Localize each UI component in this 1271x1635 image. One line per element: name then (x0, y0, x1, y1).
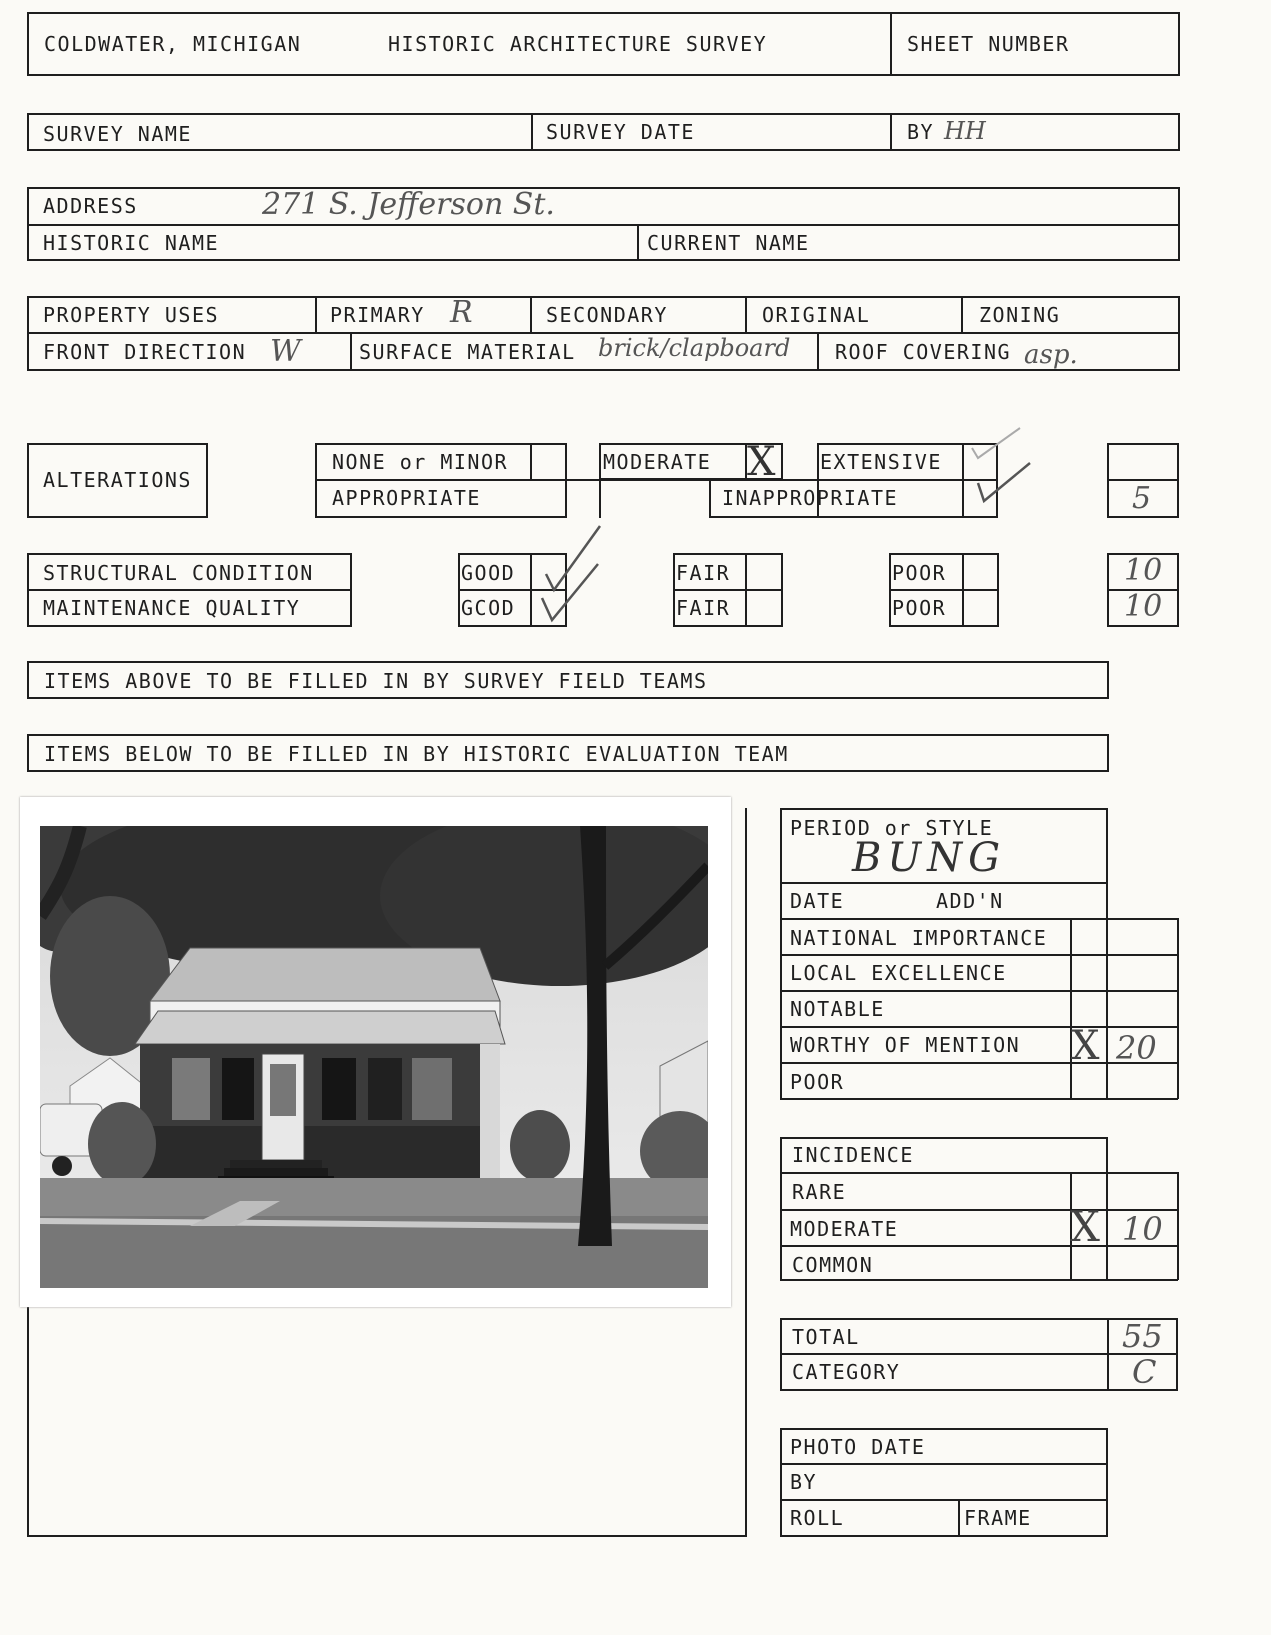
category-label: CATEGORY (792, 1360, 901, 1384)
none-minor-label: NONE or MINOR (332, 450, 509, 474)
good-label-2: GCOD (461, 596, 516, 620)
inappropriate-left (709, 479, 711, 518)
structural-label: STRUCTURAL CONDITION (43, 561, 314, 585)
moderate-mark: X (747, 439, 776, 485)
primary-label: PRIMARY (330, 303, 425, 327)
original-label: ORIGINAL (762, 303, 871, 327)
prop-div-3 (745, 296, 747, 333)
inc-div-2 (1177, 1172, 1179, 1280)
extensive-label: EXTENSIVE (820, 450, 942, 474)
prop-div-4 (961, 296, 963, 333)
structural-score: 10 (1124, 553, 1163, 588)
evaluation-team-notice: ITEMS BELOW TO BE FILLED IN BY HISTORIC EVALUATION TEAM (44, 742, 789, 766)
inappropriate-check-icon (974, 459, 1044, 509)
category-value: C (1132, 1353, 1157, 1391)
prop-div-1 (315, 296, 317, 333)
alterations-label: ALTERATIONS (43, 468, 192, 492)
extensive-check-icon (968, 420, 1028, 450)
inappropriate-bottom (709, 516, 817, 518)
good-label-1: GOOD (461, 561, 516, 585)
surface-material-value: brick/clapboard (598, 334, 791, 362)
poor-label-1: POOR (892, 561, 947, 585)
cond-label-line (27, 589, 352, 591)
primary-value: R (450, 295, 473, 330)
period-line-3 (780, 954, 1178, 956)
national-importance-label: NATIONAL IMPORTANCE (790, 926, 1048, 950)
good-check-div (530, 553, 532, 627)
fair-check-div (745, 553, 747, 627)
alterations-score: 5 (1132, 481, 1152, 516)
local-excellence-label: LOCAL EXCELLENCE (790, 961, 1007, 985)
period-line-2 (780, 918, 1178, 920)
field-teams-notice: ITEMS ABOVE TO BE FILLED IN BY SURVEY FIELD TEAMS (44, 669, 708, 693)
address-label: ADDRESS (43, 194, 138, 218)
period-line-4 (780, 990, 1178, 992)
form-title: HISTORIC ARCHITECTURE SURVEY (388, 32, 768, 56)
prop-div-6 (817, 332, 819, 371)
frame-label: FRAME (964, 1506, 1032, 1530)
total-value: 55 (1122, 1317, 1163, 1355)
period-line-5 (780, 1026, 1178, 1028)
current-name-label: CURRENT NAME (647, 231, 810, 255)
worthy-score: 20 (1116, 1029, 1157, 1067)
inc-line-2 (780, 1209, 1178, 1211)
property-uses-label: PROPERTY USES (43, 303, 220, 327)
poor-check-div (962, 553, 964, 627)
survey-divider-2 (890, 113, 892, 151)
period-line-7 (780, 1098, 1178, 1100)
totals-div (1107, 1318, 1109, 1391)
survey-date-label: SURVEY DATE (546, 120, 695, 144)
extensive-check-div (962, 443, 964, 518)
photo-info-line-1 (780, 1463, 1108, 1465)
total-label: TOTAL (792, 1325, 860, 1349)
address-divider (637, 224, 639, 261)
maintenance-score: 10 (1124, 589, 1163, 624)
roll-label: ROLL (790, 1506, 845, 1530)
common-label: COMMON (792, 1253, 874, 1277)
inappropriate-label: INAPPROPRIATE (722, 486, 899, 510)
survey-divider-1 (531, 113, 533, 151)
prop-div-5 (350, 332, 352, 371)
maintenance-good-check-icon (538, 560, 608, 620)
fair-line (673, 589, 783, 591)
inc-line-1 (780, 1172, 1178, 1174)
period-div-1 (1070, 918, 1072, 1099)
front-direction-value: W (270, 334, 301, 369)
fair-label-2: FAIR (676, 596, 731, 620)
inc-line-4 (780, 1279, 1178, 1281)
incidence-moderate-score: 10 (1122, 1210, 1163, 1248)
addn-label: ADD'N (936, 889, 1004, 913)
evaluation-poor-label: POOR (790, 1070, 845, 1094)
period-value: BUNG (852, 835, 1007, 881)
survey-name-label: SURVEY NAME (43, 122, 192, 146)
photo-by-label: BY (790, 1470, 818, 1494)
by-value: HH (944, 117, 986, 145)
header-divider (890, 12, 892, 76)
roof-covering-value: asp. (1024, 340, 1078, 370)
city-label: COLDWATER, MICHIGAN (44, 32, 302, 56)
notable-label: NOTABLE (790, 997, 885, 1021)
incidence-moderate-label: MODERATE (790, 1217, 899, 1241)
incidence-label: INCIDENCE (792, 1143, 914, 1167)
period-label: PERIOD or STYLE (790, 816, 994, 840)
period-line-1 (780, 882, 1108, 884)
date-label: DATE (790, 889, 845, 913)
moderate-label: MODERATE (603, 450, 712, 474)
maintenance-label: MAINTENANCE QUALITY (43, 596, 301, 620)
by-label: BY (907, 120, 935, 144)
inc-line-3 (780, 1245, 1178, 1247)
zoning-label: ZONING (979, 303, 1061, 327)
none-minor-check-div (530, 443, 532, 480)
worthy-label: WORTHY OF MENTION (790, 1033, 1021, 1057)
address-row-line (27, 224, 1180, 226)
rare-label: RARE (792, 1180, 847, 1204)
alt-right-row-line (709, 479, 998, 481)
surface-material-label: SURFACE MATERIAL (359, 340, 576, 364)
house-photo (40, 826, 708, 1288)
fair-label-1: FAIR (676, 561, 731, 585)
poor-label-2: POOR (892, 596, 947, 620)
secondary-label: SECONDARY (546, 303, 668, 327)
front-direction-label: FRONT DIRECTION (43, 340, 247, 364)
photo-date-label: PHOTO DATE (790, 1435, 926, 1459)
period-div-2 (1177, 918, 1179, 1099)
roof-covering-label: ROOF COVERING (835, 340, 1012, 364)
photo-info-div (958, 1499, 960, 1537)
photo-info-line-2 (780, 1499, 1108, 1501)
incidence-moderate-mark: X (1070, 1202, 1100, 1251)
address-value: 271 S. Jefferson St. (262, 187, 555, 222)
worthy-mark: X (1071, 1023, 1100, 1069)
historic-name-label: HISTORIC NAME (43, 231, 220, 255)
sheet-number-label: SHEET NUMBER (907, 32, 1070, 56)
totals-line (780, 1353, 1178, 1355)
appropriate-label: APPROPRIATE (332, 486, 481, 510)
poor-line (889, 589, 999, 591)
prop-div-2 (530, 296, 532, 333)
